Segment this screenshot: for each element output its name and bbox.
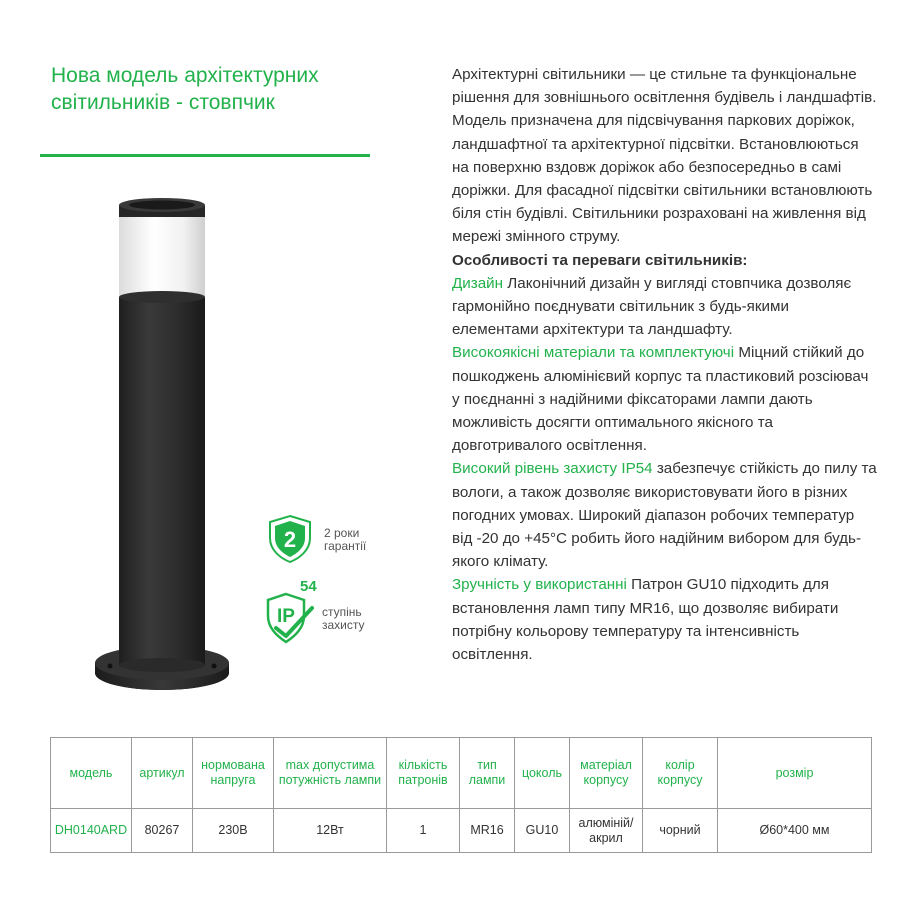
- specifications-table: [50, 737, 872, 853]
- table-cell-article: 80267: [132, 809, 193, 853]
- table-header-cell: модель: [51, 738, 132, 809]
- ip-code: 54: [300, 578, 317, 595]
- protection-label-line-2: захисту: [322, 618, 365, 632]
- table-header-cell: колір корпусу: [643, 738, 718, 809]
- bollard-lamp-image: [90, 195, 235, 695]
- table-header-cell: розмір: [718, 738, 872, 809]
- page-title: [51, 62, 411, 116]
- feature-convenience-text: Патрон GU10 підходить для встановлення ламп типу MR16, що дозволяє вибирати потрібну кольорову температуру та інтенсивність освітлення.: [452, 576, 839, 664]
- warranty-label-line-2: гарантії: [324, 539, 367, 553]
- feature-materials: [452, 341, 877, 457]
- shield-icon: [264, 514, 316, 564]
- feature-materials-text: Міцний стійкий до пошкоджень алюмінієвий корпус та пластиковий розсіювач у поєднанні з надійними фіксаторами лампи дають можливість досягти оптимального якісного та довготривалого освітлення.: [452, 344, 869, 455]
- table-header-cell: нормована напруга: [193, 738, 274, 809]
- feature-materials-title: Високоякісні матеріали та комплектуючі: [452, 344, 735, 362]
- table-header-cell: max допустима потужність лампи: [274, 738, 387, 809]
- table-header-cell: матеріал корпусу: [570, 738, 643, 809]
- table-cell-material: алюміній/ акрил: [570, 809, 643, 853]
- table-header-row: [51, 738, 872, 809]
- table-cell-size: Ø60*400 мм: [718, 809, 872, 853]
- table-cell-lamp-type: MR16: [460, 809, 515, 853]
- page-title-line-1: Нова модель архітектурних: [51, 64, 319, 87]
- feature-design-title: Дизайн: [452, 274, 504, 292]
- desc-features-heading: Особливості та переваги світильників:: [452, 251, 748, 269]
- title-underline: [40, 154, 370, 157]
- feature-protection: [452, 457, 877, 573]
- desc-intro: Архітектурні світильники — це стильне та функціональне рішення для зовнішнього освітлення будівель і ландшафтів.: [452, 66, 877, 107]
- warranty-label: [324, 527, 366, 553]
- ip-letters: IP: [277, 606, 295, 627]
- table-cell-model: DH0140ARD: [51, 809, 132, 853]
- feature-convenience: [452, 573, 877, 666]
- table-header-cell: кількість патронів: [387, 738, 460, 809]
- feature-design: [452, 272, 877, 342]
- table-cell-sockets: 1: [387, 809, 460, 853]
- table-cell-voltage: 230В: [193, 809, 274, 853]
- warranty-label-line-1: 2 роки: [324, 526, 360, 540]
- table-header-cell: цоколь: [515, 738, 570, 809]
- feature-protection-text: забезпечує стійкість до пилу та вологи, а також дозволяє використовувати його в різних погодних умовах. Широкий діапазон робочих температур від -20 до +45°C робить його надійним вибором для будь-якого клімату.: [452, 460, 877, 571]
- warranty-number: 2: [283, 527, 297, 552]
- protection-label: [322, 606, 365, 632]
- protection-label-line-1: ступінь: [322, 605, 362, 619]
- feature-protection-title: Високий рівень захисту IP54: [452, 460, 653, 478]
- shield-icon: [262, 590, 320, 648]
- feature-design-text: Лаконічний дизайн у вигляді стовпчика дозволяє гармонійно поєднувати світильник з будь-якими елементами архітектури та ландшафту.: [452, 274, 852, 339]
- table-header-cell: артикул: [132, 738, 193, 809]
- feature-convenience-title: Зручність у використанні: [452, 576, 627, 594]
- table-header-cell: тип лампи: [460, 738, 515, 809]
- desc-purpose: Модель призначена для підсвічування паркових доріжок, ландшафтної та архітектурної підсвітки. Встановлюються на поверхню вздовж доріжок або безпосередньо в самі доріжки. Для фасадної підсвітки світильники встановлюють біля стін будівлі. Світильники розраховані на живлення від мережі змінного струму.: [452, 112, 873, 246]
- table-cell-power: 12Вт: [274, 809, 387, 853]
- table-row: [51, 809, 872, 853]
- table-cell-base: GU10: [515, 809, 570, 853]
- table-cell-color: чорний: [643, 809, 718, 853]
- page-title-line-2: світильників - стовпчик: [51, 91, 275, 114]
- product-description: [452, 63, 877, 666]
